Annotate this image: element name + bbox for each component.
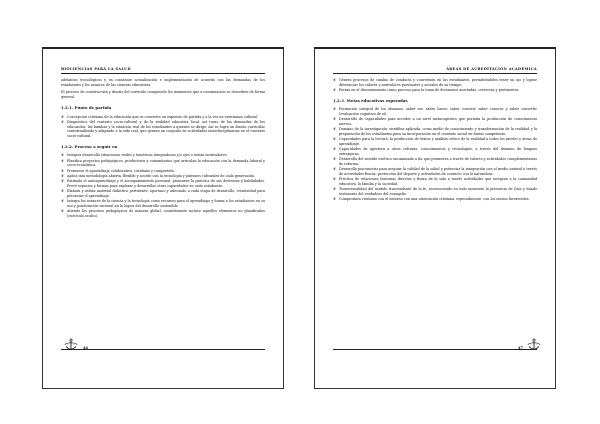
footer-rule xyxy=(333,349,537,350)
running-head: ÁREAS DE ACREDITACIÓN ACADÉMICA xyxy=(446,67,537,71)
list-item: ❦ Integrar desarrollo situaciones reales y temáticas integradoras y/o ejes o temas motivadores. xyxy=(61,153,265,158)
section-heading: 1.2.1. Punto de partida xyxy=(61,104,112,110)
list-item: ❦ Compromiso cristiano con el entorno con una orientación cristiana, especialmente, con los menos favorecidos. xyxy=(333,197,537,202)
list-item: ❦ Transversalidad del sentido trascendente de la fe, reconociendo en todo momento la presencia de Dios y dando testimonio del verdadero del evangelio. xyxy=(333,187,537,196)
left-page xyxy=(42,47,284,389)
list-item: ❦ Desarrollo de capacidades para acceder a un nivel metacognitivo que permita la producción de conocimiento nuevos. xyxy=(333,117,537,126)
list-item: ❦ Desarrollo del sentido estético encaminado a fin que promueva a través de valores y actividades complementarias de reforma. xyxy=(333,157,537,166)
list-item: ❦ Planifica proyectos pedagógicos, productivos y comunitarios que articulan la educación con la demanda laboral y socio-económica. xyxy=(61,159,265,168)
list-item: ❦ Aplica una metodología abierta, flexible y acorde con la tecnología y patrones culturales de cada generación. xyxy=(61,174,265,179)
page-content xyxy=(333,78,537,205)
list-item: ❦ Integra los avances de la ciencia y la tecnología como recursos para el aprendizaje y forma a los estudiantes en su uso y ponderación racional en la lógica del desarrollo sostenible. xyxy=(61,199,265,208)
list-item: ❦ Elabora y utiliza material didáctico pertinente, oportuno y adecuado a cada etapa de desarrollo, creatividad para potenciar el aprendizaje. xyxy=(61,189,265,198)
list-item: ❦ Forma en el discernimiento como proceso para la toma de decisiones acertadas, correctas y pertinentes. xyxy=(333,88,537,93)
list-item: ❦ Práctica de relaciones fraternas directas y fisura de la sala a través actividades que integran a la comunidad educativa, la familia y la sociedad. xyxy=(333,177,537,186)
right-page xyxy=(314,47,556,389)
page-number: 47 xyxy=(517,346,523,350)
section-heading: 1.2.3. Metas educativas esperadas xyxy=(333,97,408,103)
list-item: ❦ Capacidades para la lectura, la producción de textos y análisis crítico de la realidad a todos los niveles y áreas de aprendizaje. xyxy=(333,137,537,146)
list-item: ❦ Concepción cristiana de la educación que se convierte en expuesto de partida y a la vez en enseñanza cultural. xyxy=(61,115,265,120)
list-item: ❦ Capacidades de apertura a otras culturas, conocimientos y tecnologías, a través del dominio de lenguas extranjeras. xyxy=(333,147,537,156)
bullet-list xyxy=(333,78,537,93)
list-item: ❦ Promueve el aprendizaje colaborativo, cotidiano y compartido. xyxy=(61,169,265,174)
section-heading: 1.2.2. Proceso a seguir en xyxy=(61,143,118,149)
list-item: ❦ Genera procesos de cambio de conducta y conversión en los estudiantes, permitiéndoles tener un ojo y lograr diferenciar los valores y antivalores personales y sociales de su tiempo. xyxy=(333,78,537,87)
header-rule xyxy=(333,73,537,74)
bullet-list xyxy=(333,107,537,202)
footer-rule xyxy=(61,349,265,350)
page-content xyxy=(61,78,265,222)
list-item: ❦ Dominio de la investigación científica aplicada, como medio de conocimiento y transformación de la realidad y la preparación de los estudiantes para su incorporación en el contexto social en forma competente. xyxy=(333,127,537,136)
bullet-list xyxy=(61,153,265,218)
bullet-list xyxy=(61,115,265,139)
running-head: BIOCIENCIAS PARA LA SALUD xyxy=(61,67,131,71)
header-rule xyxy=(61,73,265,74)
paragraph: adelantos tecnológicos y en constante actualización e implementación de acuerdo con las demandas de los estudiantes y los avances de las ciencias educativas. xyxy=(61,78,265,87)
paragraph: El proceso de construcción y diseño del currículo comprende los momentos que a continuación se describen de forma general. xyxy=(61,90,265,100)
list-item: ❦ Estimula el autoaprendizaje y el acompañamiento personal, promueve la práctica de sus destrezas y habilidades. Prevé espacios y formas para explorar y desarrollar otras capacidades en cada estudiante. xyxy=(61,179,265,188)
list-item: ❦ Desarrollo psicomotriz para mejorar la calidad de la salud y potenciar la integración con el medio natural a través de actividades físicas, protección del deporte y actividades de contacto con la naturaleza. xyxy=(333,167,537,176)
list-item: ❦ Diagnóstico del contexto socio-cultural y de la realidad educativa local, así como de las demandas de los educandos, las familias y la situación real de los estudiantes a quienes se dirige. Así se logra un diseño curricular contextualizado y adaptado a la vida real, que genera un conjunto de actividades interdisciplinarias en el contexto socio-cultural. xyxy=(61,120,265,139)
list-item: ❦ Atiende los procesos pedagógicos de manera global, considerando incluso aquellos elementos no planificados (currículo oculto). xyxy=(61,209,265,218)
page-number: 46 xyxy=(83,346,89,350)
list-item: ❦ Formación integral de los alumnos: saber ser, saber hacer, saber convivir, saber conocer y saber convertir (evaluación cognitiva de sí). xyxy=(333,107,537,116)
